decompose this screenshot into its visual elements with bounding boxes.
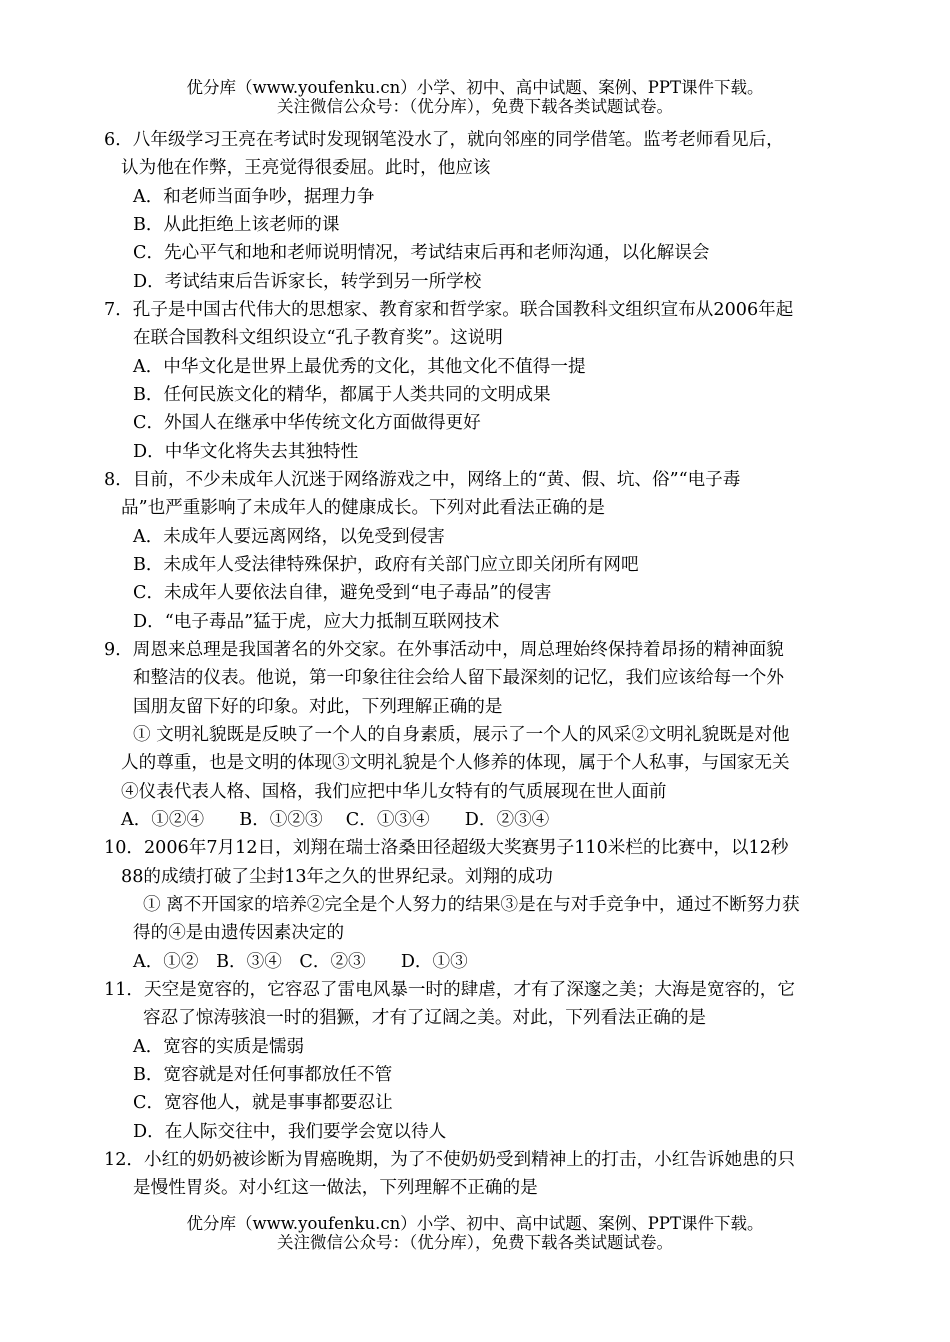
q8-option-a: A．未成年人要远离网络，以免受到侵害	[133, 527, 445, 547]
q9-stem-line-1: 9．周恩来总理是我国著名的外交家。在外事活动中，周总理始终保持着昂扬的精神面貌	[104, 640, 784, 660]
q11-option-d: D．在人际交往中，我们要学会宽以待人	[133, 1122, 447, 1142]
q9-statements-line-3: ④仪表代表人格、国格，我们应把中华儿女特有的气质展现在世人面前	[121, 782, 667, 802]
q9-statements-line-1: ① 文明礼貌既是反映了一个人的自身素质，展示了一个人的风采②文明礼貌既是对他	[133, 725, 790, 745]
q10-stem-line-1: 10．2006年7月12日，刘翔在瑞士洛桑田径超级大奖赛男子110米栏的比赛中，以12秒	[104, 838, 789, 858]
q8-option-c: C．未成年人要依法自律，避免受到“电子毒品”的侵害	[133, 583, 552, 603]
q10-statements-line-2: 得的④是由遗传因素决定的	[133, 923, 345, 943]
q10-stem-line-2: 88的成绩打破了尘封13年之久的世界纪录。刘翔的成功	[121, 867, 553, 887]
q7-option-c: C．外国人在继承中华传统文化方面做得更好	[133, 413, 481, 433]
q10-statements-line-1: ① 离不开国家的培养②完全是个人努力的结果③是在与对手竞争中，通过不断努力获	[143, 895, 800, 915]
q6-option-d: D．考试结束后告诉家长，转学到另一所学校	[133, 272, 482, 292]
q10-options: A．①② B．③④ C．②③ D．①③	[133, 952, 468, 972]
q8-stem-line-2: 品”也严重影响了未成年人的健康成长。下列对此看法正确的是	[121, 498, 606, 518]
q11-option-c: C．宽容他人，就是事事都要忍让	[133, 1093, 393, 1113]
footer-line-2: 关注微信公众号：（优分库），免费下载各类试题试卷。	[277, 1233, 673, 1252]
q6-option-c: C．先心平气和地和老师说明情况，考试结束后再和老师沟通，以化解误会	[133, 243, 710, 263]
header-banner	[0, 78, 950, 116]
q6-option-b: B．从此拒绝上该老师的课	[133, 215, 340, 235]
q12-stem-line-2: 是慢性胃炎。对小红这一做法，下列理解不正确的是	[133, 1178, 538, 1198]
q11-option-a: A．宽容的实质是懦弱	[133, 1037, 305, 1057]
q12-stem-line-1: 12．小红的奶奶被诊断为胃癌晚期，为了不使奶奶受到精神上的打击，小红告诉她患的只	[104, 1150, 795, 1170]
q8-stem-line-1: 8．目前，不少未成年人沉迷于网络游戏之中，网络上的“黄、假、坑、俗”“电子毒	[104, 470, 741, 490]
q7-stem-line-2: 在联合国教科文组织设立“孔子教育奖”。这说明	[133, 328, 503, 348]
header-line-1: 优分库（www.youfenku.cn）小学、初中、高中试题、案例、PPT课件下载。	[186, 78, 764, 97]
q11-option-b: B．宽容就是对任何事都放任不管	[133, 1065, 393, 1085]
q6-option-a: A．和老师当面争吵，据理力争	[133, 187, 375, 207]
q8-option-d: D．“电子毒品”猛于虎，应大力抵制互联网技术	[133, 612, 500, 632]
q9-stem-line-2: 和整洁的仪表。他说，第一印象往往会给人留下最深刻的记忆，我们应该给每一个外	[133, 668, 784, 688]
footer-banner	[0, 1214, 950, 1252]
header-line-2: 关注微信公众号：（优分库），免费下载各类试题试卷。	[277, 97, 673, 116]
q9-stem-line-3: 国朋友留下好的印象。对此，下列理解正确的是	[133, 697, 503, 717]
q7-option-b: B．任何民族文化的精华，都属于人类共同的文明成果	[133, 385, 551, 405]
q9-options: A．①②④ B．①②③ C．①③④ D．②③④	[121, 810, 550, 830]
q6-stem-line-2: 认为他在作弊，王亮觉得很委屈。此时，他应该	[121, 158, 491, 178]
q11-stem-line-2: 容忍了惊涛骇浪一时的猖獗，才有了辽阔之美。对此，下列看法正确的是	[143, 1008, 707, 1028]
q9-statements-line-2: 人的尊重，也是文明的体现③文明礼貌是个人修养的体现，属于个人私事，与国家无关	[121, 753, 790, 773]
q6-stem-line-1: 6．八年级学习王亮在考试时发现钢笔没水了，就向邻座的同学借笔。监考老师看见后，	[104, 130, 784, 150]
q7-option-d: D．中华文化将失去其独特性	[133, 442, 359, 462]
footer-line-1: 优分库（www.youfenku.cn）小学、初中、高中试题、案例、PPT课件下载。	[186, 1214, 764, 1233]
q7-option-a: A．中华文化是世界上最优秀的文化，其他文化不值得一提	[133, 357, 586, 377]
q8-option-b: B．未成年人受法律特殊保护，政府有关部门应立即关闭所有网吧	[133, 555, 639, 575]
q11-stem-line-1: 11．天空是宽容的，它容忍了雷电风暴一时的肆虐，才有了深邃之美；大海是宽容的，它	[104, 980, 795, 1000]
q7-stem-line-1: 7．孔子是中国古代伟大的思想家、教育家和哲学家。联合国教科文组织宣布从2006年起	[104, 300, 794, 320]
